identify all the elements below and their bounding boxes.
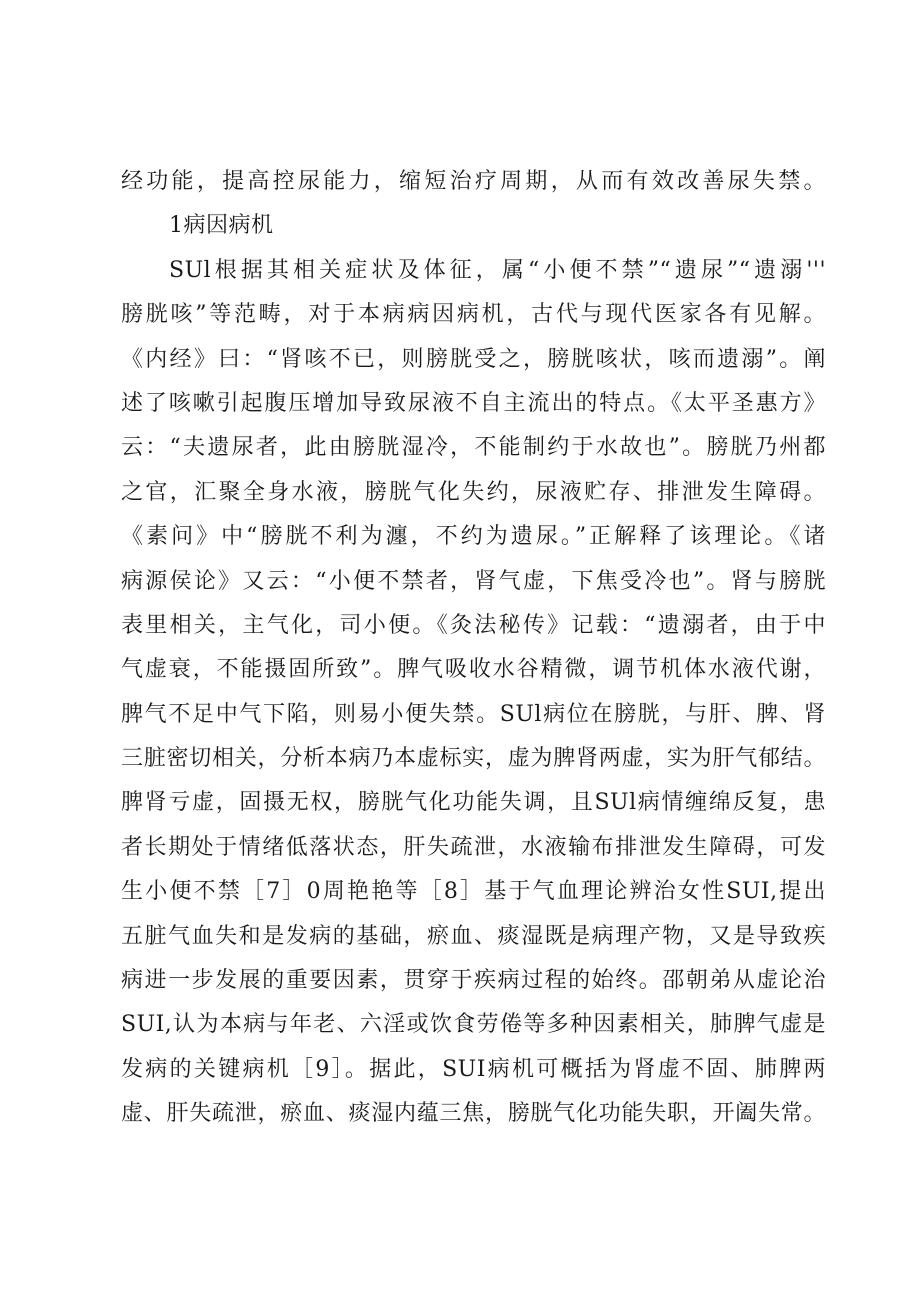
- paragraph-line: 三脏密切相关，分析本病乃本虚标实，虚为脾肾两虚，实为肝气郁结。: [121, 746, 826, 772]
- paragraph-line: 虚、肝失疏泄，瘀血、痰湿内蕴三焦，膀胱气化功能失职，开阖失常。: [121, 1101, 826, 1127]
- paragraph-line: 脾气不足中气下陷，则易小便失禁。SUl病位在膀胱，与肝、脾、肾: [121, 701, 826, 727]
- paragraph-line: 病源侯论》又云：“小便不禁者，肾气虚，下焦受冷也”。肾与膀胱: [121, 568, 826, 594]
- paragraph-line: 云：“夫遗尿者，此由膀胱湿冷，不能制约于水故也”。膀胱乃州都: [121, 435, 826, 461]
- paragraph-line: 生小便不禁［7］0周艳艳等［8］基于气血理论辨治女性SUI,提出: [121, 879, 826, 905]
- paragraph-line: 五脏气血失和是发病的基础，瘀血、痰湿既是病理产物，又是导致疾: [121, 923, 826, 949]
- paragraph-line: 气虚衰，不能摄固所致”。脾气吸收水谷精微，调节机体水液代谢，: [121, 657, 826, 683]
- paragraph-line: 《内经》曰：“肾咳不已，则膀胱受之，膀胱咳状，咳而遗溺”。阐: [121, 346, 826, 372]
- paragraph-line: 者长期处于情绪低落状态，肝失疏泄，水液输布排泄发生障碍，可发: [121, 834, 826, 860]
- section-heading: 1病因病机: [169, 213, 274, 239]
- body-text: [121, 160, 826, 1137]
- paragraph-line: 《素问》中“膀胱不利为瀍，不约为遗尿。”正解释了该理论。《诸: [121, 524, 826, 550]
- paragraph-line: 经功能，提高控尿能力，缩短治疗周期，从而有效改善尿失禁。: [121, 169, 826, 194]
- paragraph-line: SUl根据其相关症状及体征，属“小便不禁”“遗尿”“遗溺''': [169, 257, 826, 283]
- paragraph-line: 病进一步发展的重要因素，贯穿于疾病过程的始终。邵朝弟从虚论治: [121, 968, 826, 994]
- paragraph-line: 表里相关，主气化，司小便。《灸法秘传》记载：“遗溺者，由于中: [121, 612, 826, 638]
- paragraph-line: 述了咳嗽引起腹压增加导致尿液不自主流出的特点。《太平圣惠方》: [121, 390, 826, 416]
- paragraph-line: 膀胱咳”等范畴，对于本病病因病机，古代与现代医家各有见解。: [121, 302, 826, 328]
- paragraph-line: 之官，汇聚全身水液，膀胱气化失约，尿液贮存、排泄发生障碍。: [121, 479, 826, 505]
- paragraph-line: 脾肾亏虚，固摄无权，膀胱气化功能失调，且SUl病情缠绵反复，患: [121, 790, 826, 816]
- paragraph-line: SUI,认为本病与年老、六淫或饮食劳倦等多种因素相关，肺脾气虚是: [121, 1012, 826, 1038]
- paragraph-line: 发病的关键病机［9］。据此，SUI病机可概括为肾虚不固、肺脾两: [121, 1056, 826, 1082]
